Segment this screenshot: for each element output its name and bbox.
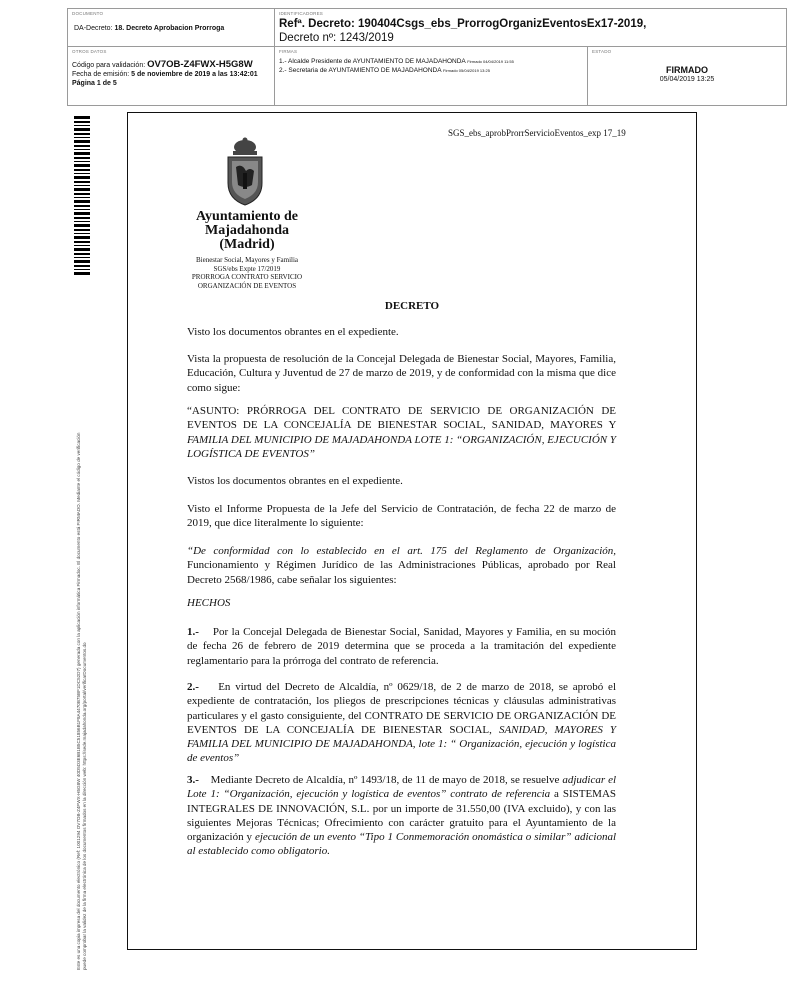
side-text-line-2: puede comprobar la validez de la firma electrónica de los documentos firmados en la dirección web: https://sede.majadahonda.org/portal/verificarDocumentos.do	[82, 642, 87, 970]
document-header-table	[67, 8, 787, 106]
documento-value: 18. Decreto Aprobacion Prorroga	[114, 25, 225, 32]
paragraph-1: Visto los documentos obrantes en el expediente.	[187, 326, 399, 338]
identificadores-cell	[275, 9, 786, 47]
barcode-image	[74, 116, 90, 276]
side-verification-text	[76, 433, 88, 971]
codigo-label: Código para validación:	[72, 62, 146, 69]
firma-1: 1.- Alcalde Presidente de AYUNTAMIENTO DE MAJADAHONDA Firmado 04/04/2019 11:55	[279, 58, 514, 65]
estado-cell	[588, 47, 786, 105]
identificadores-label: IDENTIFICADORES	[279, 11, 324, 16]
paragraph-4: Vistos los documentos obrantes en el expediente.	[187, 475, 403, 487]
paragraph-5: Visto el Informe Propuesta de la Jefe del Servicio de Contratación, de fecha 22 de marzo de 2019, que dice literalmente lo siguiente:	[187, 503, 616, 530]
organization-subtitle: Bienestar Social, Mayores y Familia SGS/ebs Expte 17/2019 PRORROGA CONTRATO SERVICIO ORGANIZACIÓN DE EVENTOS	[191, 256, 303, 290]
codigo-value[interactable]: OV7OB-Z4FWX-H5G8W	[147, 59, 253, 70]
firmas-cell	[275, 47, 588, 105]
hecho-3: 3.- Mediante Decreto de Alcaldía, nº 1493/18, de 11 de mayo de 2018, se resuelve adjudicar el Lote 1: “Organización, ejecución y logística de eventos” contrato de referencia a SISTEMAS INTEGRALES DE INNOVACIÓN, S.L. por un importe de 31.550,00 (IVA excluido), y con las siguientes Mejoras Técnicas; Ofrecimiento con carácter gratuito para el Ayuntamiento de la organización y ejecución de un evento “Tipo 1 Conmemoración onomástica o similar” adicional al establecido como obligatorio.	[187, 774, 617, 858]
hecho-2: 2.- En virtud del Decreto de Alcaldía, nº 0629/18, de 2 de marzo de 2018, se aprobó el expediente de contratación, los pliegos de prescripciones técnicas y cláusulas administrativas particulares y el gasto consiguiente, del CONTRATO DE SERVICIO DE ORGANIZACIÓN DE EVENTOS DE LA CONCEJALÍA DE BIENESTAR SOCIAL, SANIDAD, MAYORES Y FAMILIA DEL MUNICIPIO DE MAJADAHONDA, lote 1: “ Organización, ejecución y logística de eventos”	[187, 681, 616, 765]
documento-label: DOCUMENTO	[72, 11, 104, 16]
hecho-1: 1.- Por la Concejal Delegada de Bienestar Social, Sanidad, Mayores y Familia, en su moción de fecha 26 de febrero de 2019 determina que se proceda a la tramitación del expediente reglamentario para la prórroga del contrato de referencia.	[187, 626, 616, 667]
otros-datos-label: OTROS DATOS	[72, 49, 107, 54]
decreto-number: Decreto nº: 1243/2019	[279, 32, 394, 44]
estado-label: ESTADO	[592, 49, 612, 54]
paragraph-2: Vista la propuesta de resolución de la Concejal Delegada de Bienestar Social, Mayores, Familia, Educación, Cultura y Juventud de 27 de marzo de 2019, y de conformidad con la misma que dice como sigue:	[187, 353, 616, 394]
otros-datos-cell	[68, 47, 275, 105]
documento-prefix: DA-Decreto:	[74, 25, 113, 32]
document-reference: SGS_ebs_aprobProrrServicioEventos_exp 17_19	[448, 128, 626, 138]
estado-value: FIRMADO	[666, 65, 708, 75]
coat-of-arms-icon	[222, 137, 268, 207]
paragraph-asunto: “ASUNTO: PRÓRROGA DEL CONTRATO DE SERVICIO DE ORGANIZACIÓN DE EVENTOS DE LA CONCEJALÍA DE BIENESTAR SOCIAL, SANIDAD, MAYORES Y FAMILIA DEL MUNICIPIO DE MAJADAHONDA LOTE 1: “ORGANIZACIÓN, EJECUCIÓN Y LOGÍSTICA DE EVENTOS”	[187, 405, 616, 460]
hechos-heading: HECHOS	[187, 597, 231, 609]
firmas-label: FIRMAS	[279, 49, 298, 54]
documento-cell	[68, 9, 275, 47]
organization-name: Ayuntamiento de Majadahonda (Madrid)	[195, 209, 299, 252]
document-title: DECRETO	[384, 300, 440, 312]
pagina-indicator: Página 1 de 5	[72, 80, 117, 87]
firma-2: 2.- Secretaria de AYUNTAMIENTO DE MAJADAHONDA Firmado 05/04/2019 13:25	[279, 67, 490, 74]
fecha-value: 5 de noviembre de 2019 a las 13:42:01	[131, 71, 258, 78]
side-text-line-1: Este es una copia impresa del documento electrónico (Ref: 1001294 OV7OB-Z4FWX-H5G8W 40D5D3E6B1B5C51856B1F8A4470B75BF1DC52D7) generada con la aplicación informática Firmadoc. El documento está FIRMADO. Mediante el código de verificación	[76, 432, 81, 970]
paragraph-6: “De conformidad con lo establecido en el art. 175 del Reglamento de Organización, Funcionamiento y Régimen Jurídico de las Administraciones Públicas, aprobado por Real Decreto 2568/1986, cabe señalar los siguientes:	[187, 545, 616, 586]
fecha-label: Fecha de emisión:	[72, 71, 130, 78]
decreto-ref: Refª. Decreto: 190404Csgs_ebs_ProrrogOrganizEventosEx17-2019,	[279, 18, 647, 30]
estado-date: 05/04/2019 13:25	[659, 76, 715, 83]
